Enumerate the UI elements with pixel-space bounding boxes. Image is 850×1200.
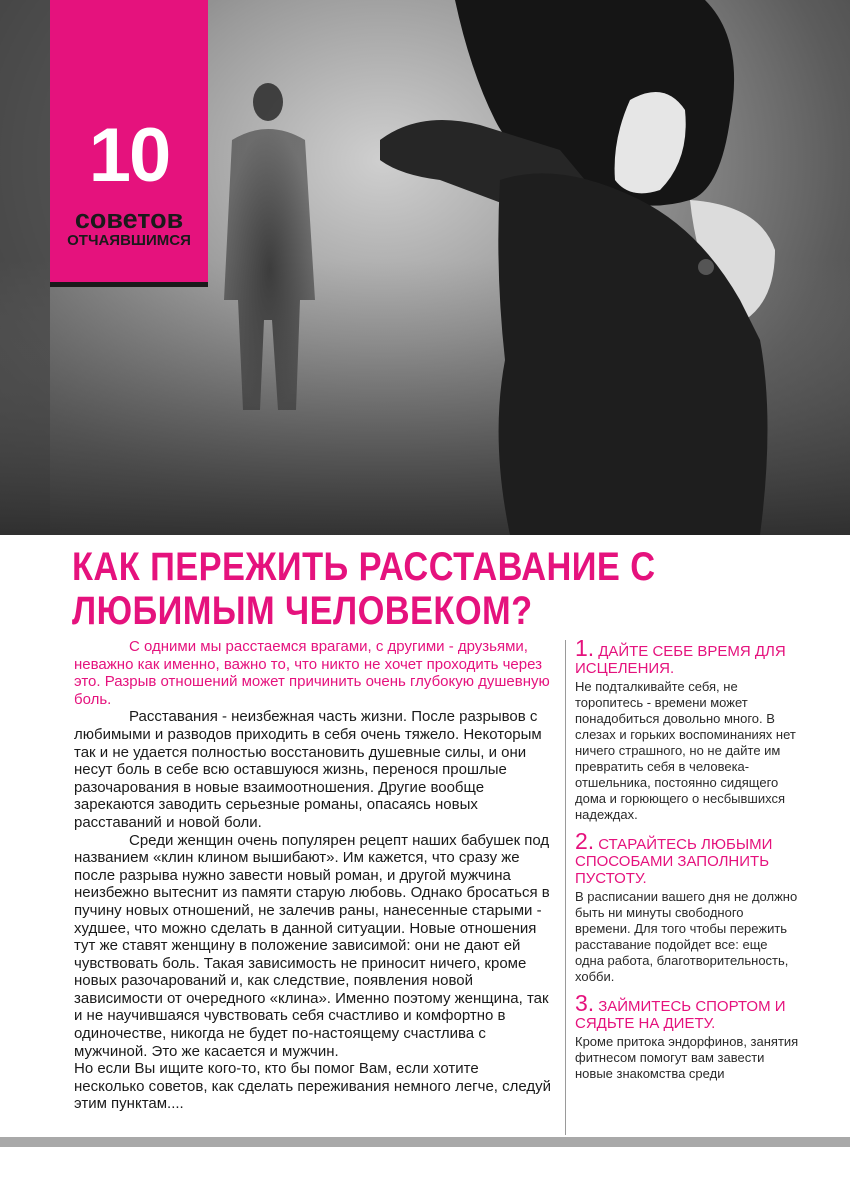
tip-item: [575, 828, 800, 985]
article-headline: [72, 545, 708, 633]
tip-title: ДАЙТЕ СЕБЕ ВРЕМЯ ДЛЯ ИСЦЕЛЕНИЯ.: [575, 643, 786, 677]
tip-body: Не подталкивайте себя, не торопитесь - времени может понадобиться довольно много. В слезах и горьких воспоминаниях нет ничего страшного, но не дайте им превратить себя в человека-отшельника, постоянно сидящего дома и горюющего о несбывшихся надеждах.: [575, 679, 796, 822]
tip-heading: [575, 990, 800, 1032]
article-body: [74, 638, 552, 1113]
headline-line-2: ЛЮБИМЫМ ЧЕЛОВЕКОМ?: [72, 589, 533, 633]
tip-body: В расписании вашего дня не должно быть ни минуты свободного времени. Для того чтобы пережить расставание подойдет все: еще одна работа, благотворительность, хобби.: [575, 889, 798, 984]
article-paragraph-3: Но если Вы ищите кого-то, кто бы помог Вам, если хотите несколько советов, как сделать переживания немного легче, следуй этим пунктам....: [74, 1060, 552, 1113]
tips-sidebar: [575, 635, 800, 1092]
tip-item: [575, 635, 800, 823]
article-paragraph-1: Расставания - неизбежная часть жизни. После разрывов с любимыми и разводов приходить в себя очень тяжело. Некоторым так и не удается полностью восстановить душевные силы, и они несут боль в себе всю оставшуюся жизнь, перенося прошлые разочарования в новые взаимоотношения. Другие вообще зарекаются заводить серьезные романы, опасаясь новых расставаний и новой боли.: [74, 708, 542, 831]
badge-number: 10: [88, 113, 170, 198]
tip-heading: [575, 828, 800, 887]
tip-body: Кроме притока эндорфинов, занятия фитнесом помогут вам завести новые знакомства среди: [575, 1034, 799, 1081]
tip-title: ЗАЙМИТЕСЬ СПОРТОМ И СЯДЬТЕ НА ДИЕТУ.: [575, 998, 786, 1032]
tip-number: 2.: [575, 828, 595, 854]
tip-number: 1.: [575, 635, 595, 661]
badge-word-sovetov: советов: [74, 204, 184, 234]
tip-heading: [575, 635, 800, 677]
tip-title: СТАРАЙТЕСЬ ЛЮБЫМИ СПОСОБАМИ ЗАПОЛНИТЬ ПУСТОТУ.: [575, 836, 773, 887]
badge-word-otchayavshimsya: ОТЧАЯВШИМСЯ: [67, 232, 191, 249]
headline-line-1: КАК ПЕРЕЖИТЬ РАССТАВАНИЕ С: [72, 545, 656, 589]
tip-item: [575, 990, 800, 1082]
footer-bar: [0, 1137, 850, 1147]
tips-badge: [50, 0, 208, 287]
article-lead: С одними мы расстаемся врагами, с другими - друзьями, неважно как именно, важно то, что никто не хочет проходить через это. Разрыв отношений может причинить очень глубокую душевную боль.: [74, 638, 550, 708]
tip-number: 3.: [575, 990, 595, 1016]
article-paragraph-2: Среди женщин очень популярен рецепт наших бабушек под названием «клин клином вышибают». Им кажется, что сразу же после разрыва нужно завести новый роман, и другой мужчина неизбежно вытеснит из памяти старую любовь. Однако бросаться в пучину новых отношений, не залечив раны, нанесенные старыми - худшее, что можно сделать в данной ситуации. Новые отношения тут же ставят женщину в положение зависимой: они не дают ей чувствовать боль. Такая зависимость не приносит ничего, кроме новых разочарований и, как следствие, появления новой зависимости от очередного «клина». Именно поэтому женщина, так и не научившаяся чувствовать себя счастливо и комфортно в одиночестве, никогда не будет по-настоящему счастлива с мужчиной. Это же касается и мужчин.: [74, 831, 550, 1060]
column-divider: [565, 640, 566, 1135]
